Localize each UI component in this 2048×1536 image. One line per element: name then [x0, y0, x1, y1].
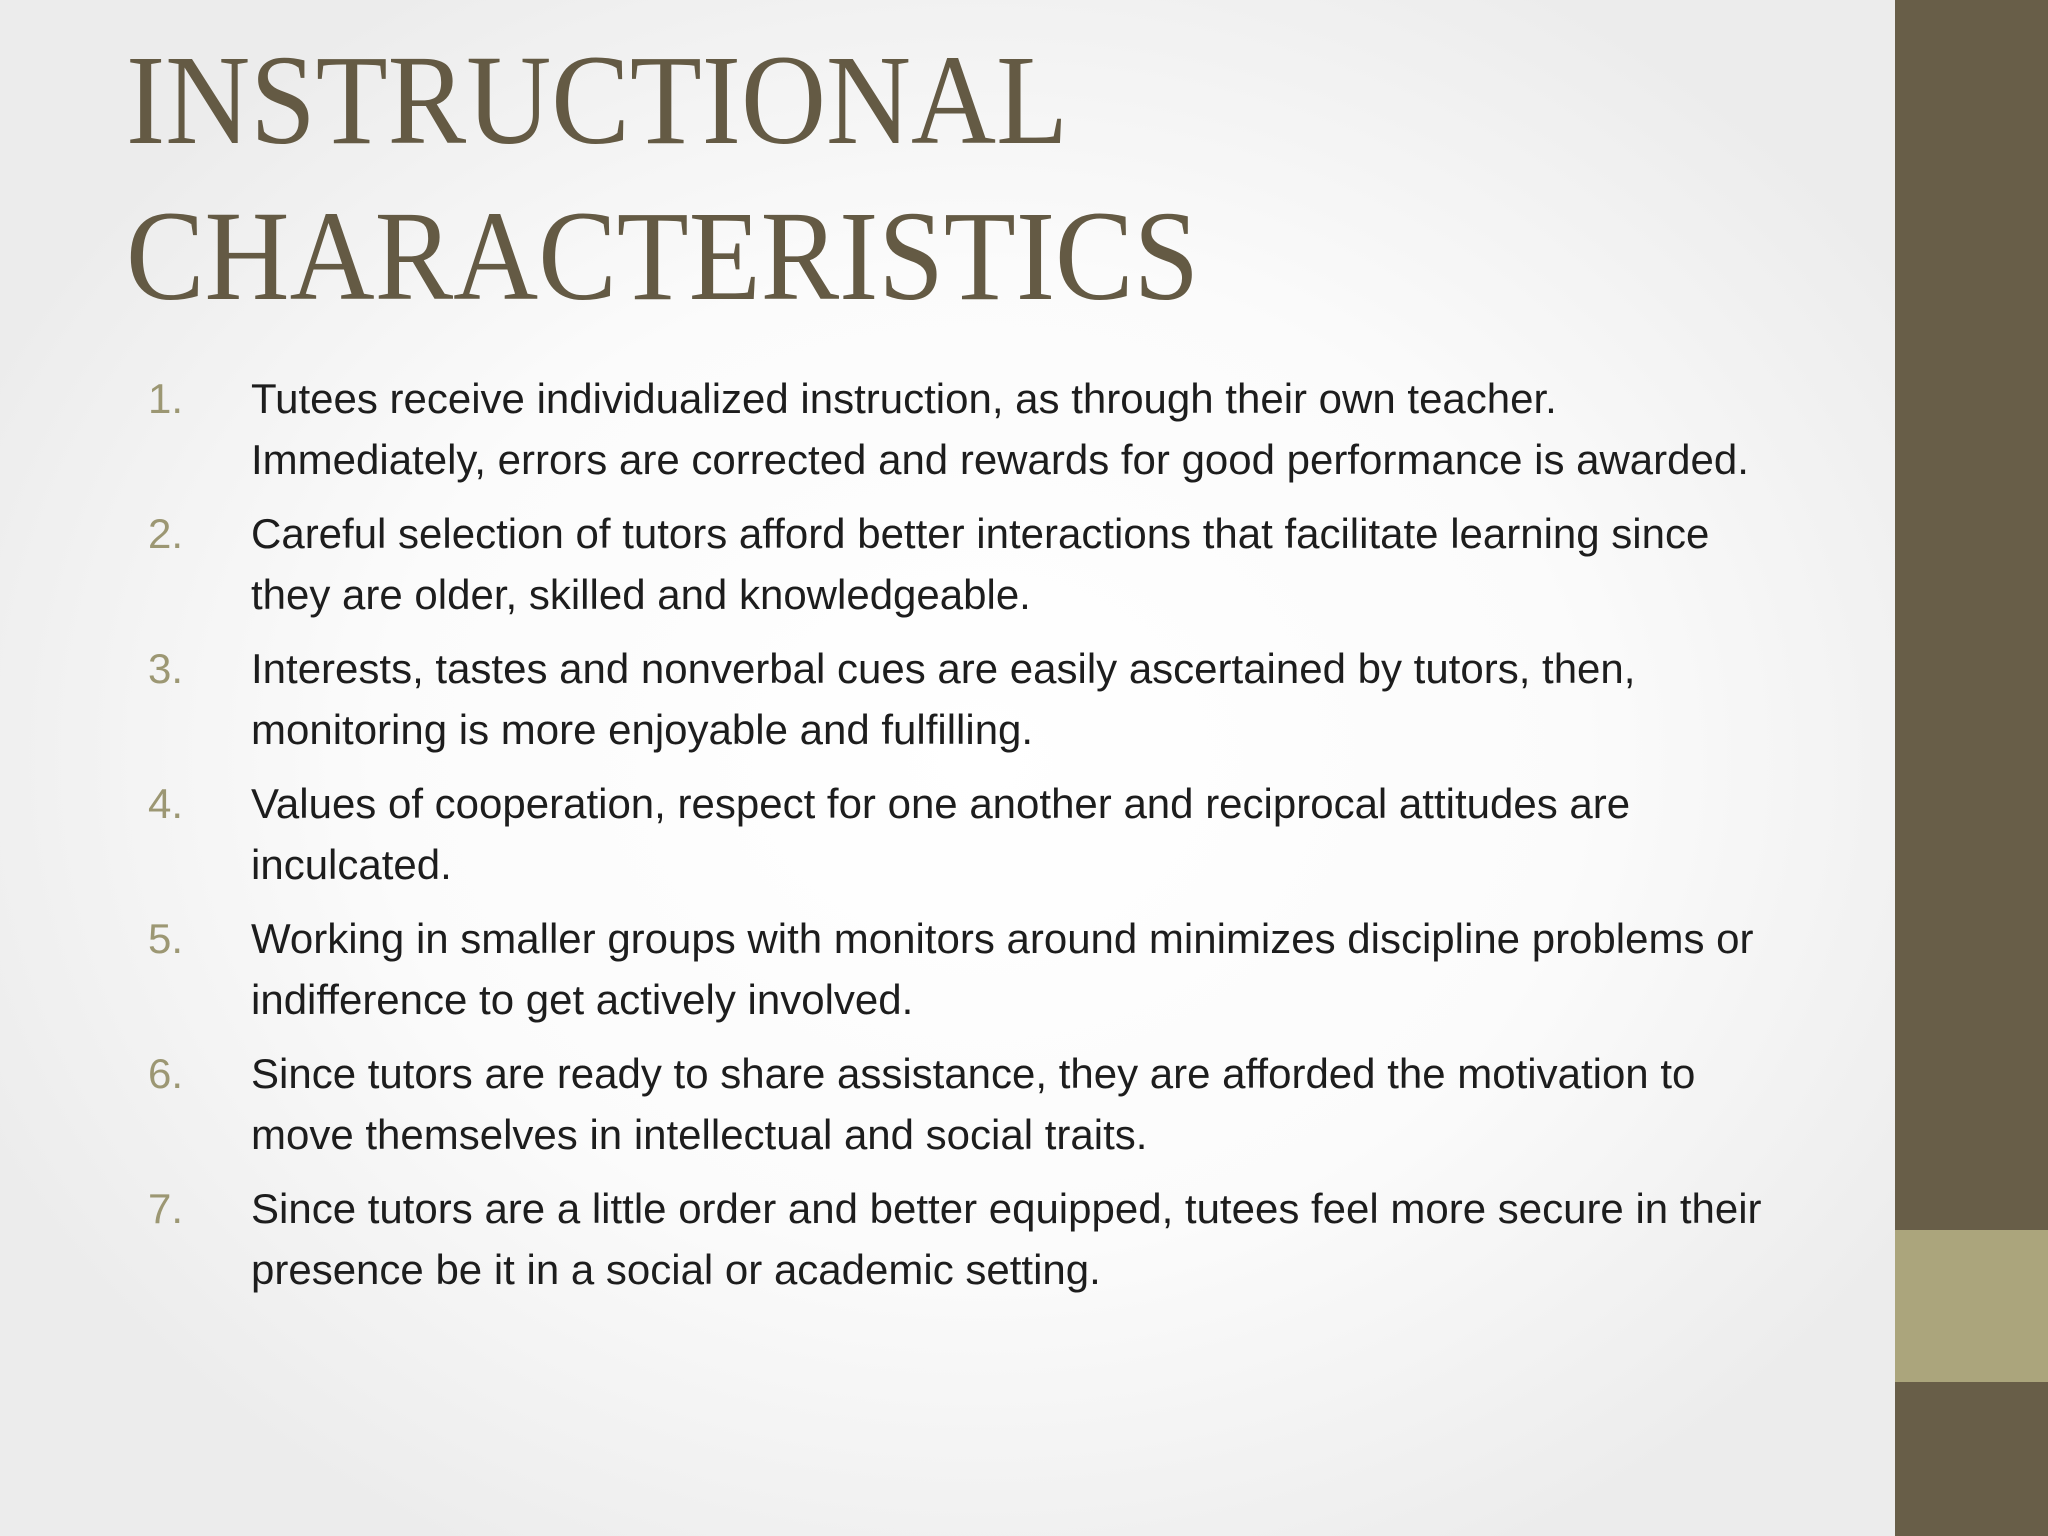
list-item-number: 7. [148, 1185, 184, 1232]
list-item-number: 4. [148, 780, 184, 827]
slide-title [126, 22, 1199, 334]
sidebar-accent-block [1895, 1230, 2048, 1382]
list-item [0, 773, 1800, 895]
list-item-text: Careful selection of tutors afford better interactions that facilitate learning since they are older, skilled and knowledgeable. [251, 510, 1710, 618]
list-item [0, 1043, 1800, 1165]
list-item [0, 908, 1800, 1030]
list-item-text: Values of cooperation, respect for one another and reciprocal attitudes are inculcated. [251, 780, 1631, 888]
characteristics-list [0, 368, 1800, 1313]
decorative-sidebar [1895, 0, 2048, 1536]
title-line-1: INSTRUCTIONAL [126, 29, 1069, 171]
list-item-number: 6. [148, 1050, 184, 1097]
list-item [0, 1178, 1800, 1300]
list-item-number: 1. [148, 375, 184, 422]
list-item-number: 2. [148, 510, 184, 557]
list-item-text: Tutees receive individualized instruction, as through their own teacher. Immediately, errors are corrected and rewards for good performance is awarded. [251, 375, 1749, 483]
list-item [0, 368, 1800, 490]
list-item-text: Since tutors are a little order and better equipped, tutees feel more secure in their presence be it in a social or academic setting. [251, 1185, 1762, 1293]
list-item-number: 5. [148, 915, 184, 962]
list-item-number: 3. [148, 645, 184, 692]
list-item-text: Working in smaller groups with monitors around minimizes discipline problems or indifference to get actively involved. [251, 915, 1754, 1023]
title-line-2: CHARACTERISTICS [126, 185, 1200, 327]
list-item-text: Interests, tastes and nonverbal cues are easily ascertained by tutors, then, monitoring is more enjoyable and fulfilling. [251, 645, 1636, 753]
list-item [0, 503, 1800, 625]
list-item [0, 638, 1800, 760]
list-item-text: Since tutors are ready to share assistance, they are afforded the motivation to move themselves in intellectual and social traits. [251, 1050, 1696, 1158]
